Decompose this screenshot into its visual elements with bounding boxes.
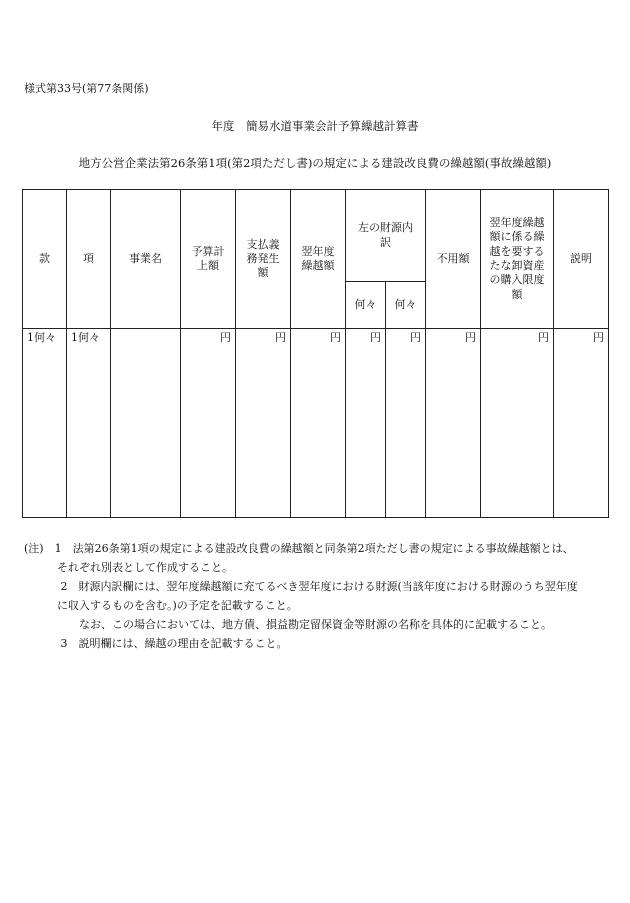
header-kou: 項 xyxy=(67,190,111,329)
cell-setsumei: 円 xyxy=(554,329,609,518)
cell-kou: 1何々 xyxy=(67,329,111,518)
note-line-2: それぞれ別表として作成すること。 xyxy=(24,561,233,574)
cell-zaigen2: 円 xyxy=(386,329,426,518)
header-zaigen-line1: 左の財源内 xyxy=(358,221,413,235)
header-shiharai xyxy=(236,190,291,329)
cell-shiharai: 円 xyxy=(236,329,291,518)
form-number: 様式第33号(第77条関係) xyxy=(24,82,149,95)
header-konyu-line4: たな卸資産 xyxy=(489,259,545,272)
header-fuyou: 不用額 xyxy=(426,190,481,329)
header-yosan xyxy=(181,190,236,329)
cell-kan: 1何々 xyxy=(23,329,67,518)
note-line-3: 2 財源内訳欄には、翌年度繰越額に充てるべき翌年度における財源(当該年度における財源のうち翌年度 xyxy=(24,580,578,593)
cell-zaigen1: 円 xyxy=(346,329,386,518)
header-zaigen-sub1: 何々 xyxy=(346,282,386,329)
header-row xyxy=(23,190,609,282)
header-setsumei: 説明 xyxy=(554,190,609,329)
header-yosan-line2: 上額 xyxy=(197,259,219,272)
note-line-5: なお、この場合においては、地方債、損益勘定留保資金等財源の名称を具体的に記載すること。 xyxy=(24,618,552,631)
note-line-4: に収入するものを含む。)の予定を記載すること。 xyxy=(24,599,298,612)
document-title: 年度 簡易水道事業会計予算繰越計算書 xyxy=(211,119,419,133)
cell-fuyou: 円 xyxy=(426,329,481,518)
header-shiharai-line3: 額 xyxy=(257,266,269,280)
header-konyu-line6: 額 xyxy=(511,287,523,301)
document-subtitle: 地方公営企業法第26条第1項(第2項ただし書)の規定による建設改良費の繰越額(事故繰越額) xyxy=(78,156,552,170)
header-konyu-line2: 額に係る繰 xyxy=(489,230,545,244)
header-yokunen xyxy=(291,190,346,329)
header-konyu-line5: の購入限度 xyxy=(489,273,545,287)
header-zaigen-sub2: 何々 xyxy=(386,282,426,329)
cell-jigyo xyxy=(111,329,181,518)
header-yosan-line1: 予算計 xyxy=(191,244,225,258)
cell-yosan: 円 xyxy=(181,329,236,518)
header-shiharai-line1: 支払義 xyxy=(246,237,280,251)
header-shiharai-line2: 務発生 xyxy=(246,251,280,265)
header-konyu-line1: 翌年度繰越 xyxy=(489,216,545,230)
cell-yokunen: 円 xyxy=(291,329,346,518)
header-zaigen xyxy=(346,190,426,282)
header-jigyo: 事業名 xyxy=(111,190,181,329)
note-line-6: 3 説明欄には、繰越の理由を記載すること。 xyxy=(24,637,288,650)
header-konyu xyxy=(481,190,554,329)
header-yokunen-line2: 繰越額 xyxy=(301,259,335,272)
notes-section xyxy=(24,539,614,653)
note-line-1: (注) 1 法第26条第1項の規定による建設改良費の繰越額と同条第2項ただし書の規定による事故繰越額とは、 xyxy=(24,542,574,555)
carryover-table xyxy=(22,189,609,518)
header-zaigen-line2: 訳 xyxy=(380,235,391,249)
cell-konyu: 円 xyxy=(481,329,554,518)
header-konyu-line3: 越を要する xyxy=(489,244,545,258)
table-row xyxy=(23,329,609,518)
header-yokunen-line1: 翌年度 xyxy=(301,244,335,258)
header-kan: 款 xyxy=(23,190,67,329)
